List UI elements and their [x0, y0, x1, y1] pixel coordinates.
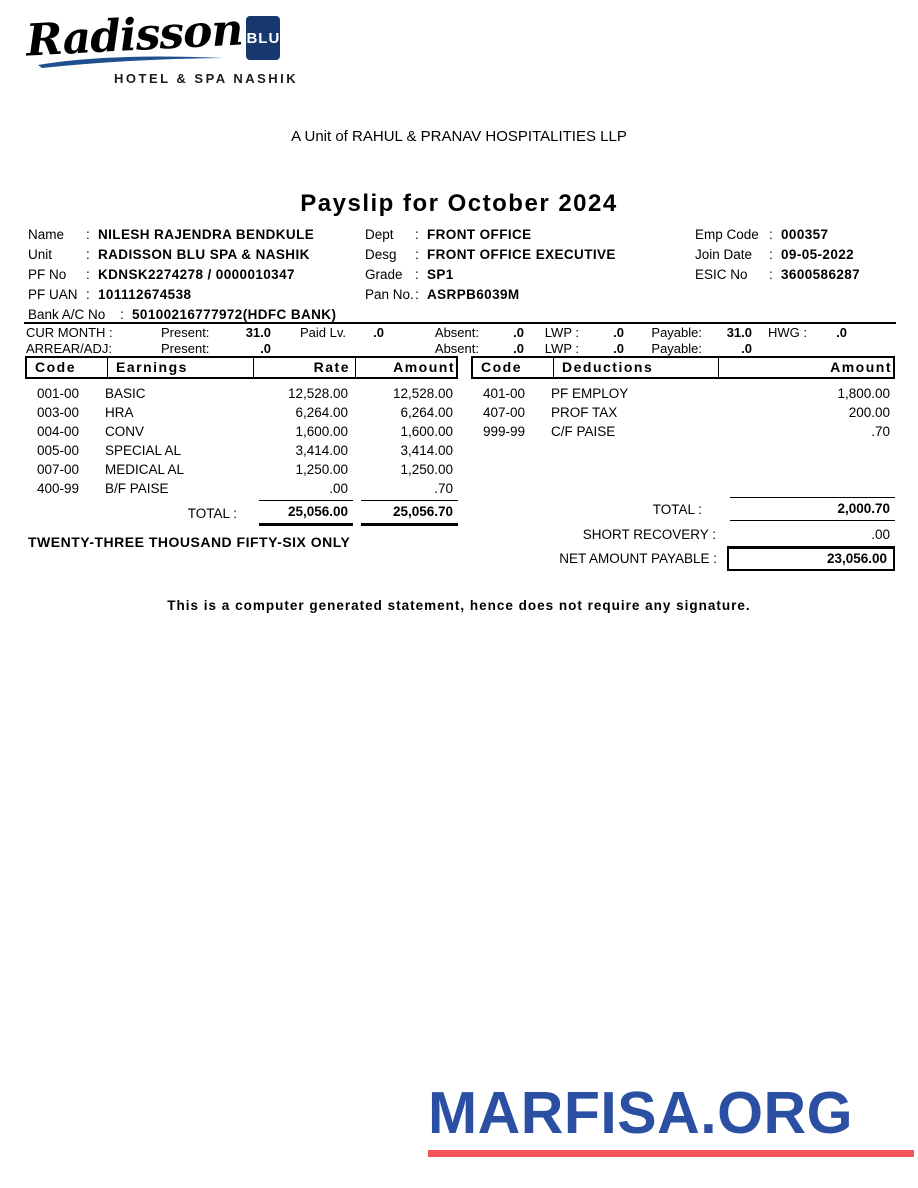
deductions-total-row	[471, 497, 895, 521]
watermark-text: MARFISA.ORG	[428, 1080, 854, 1146]
deductions-total-amount: 2,000.70	[730, 497, 895, 521]
attendance-summary	[26, 324, 894, 356]
info-column-right	[695, 224, 905, 284]
table-row: 003-00 HRA 6,264.00 6,264.00	[37, 405, 453, 420]
deductions-total-label: TOTAL :	[652, 501, 702, 517]
amount-in-words: TWENTY-THREE THOUSAND FIFTY-SIX ONLY	[28, 534, 351, 550]
info-row-emp-code: Emp Code : 000357	[695, 226, 829, 242]
earnings-body	[25, 379, 458, 498]
logo-tagline: HOTEL & SPA NASHIK	[114, 71, 299, 86]
info-row-join-date: Join Date : 09-05-2022	[695, 246, 855, 262]
short-recovery-label: SHORT RECOVERY :	[582, 527, 716, 542]
table-row: 400-99 B/F PAISE .00 .70	[37, 481, 453, 496]
deductions-header	[471, 356, 895, 379]
info-column-left	[28, 224, 368, 324]
deductions-header-amount: Amount	[718, 358, 897, 377]
earnings-header-code: Code	[35, 359, 76, 375]
company-line: A Unit of RAHUL & PRANAV HOSPITALITIES LLP	[291, 128, 627, 145]
table-row: 407-00 PROF TAX 200.00	[483, 405, 890, 420]
table-row: 401-00 PF EMPLOY 1,800.00	[483, 386, 890, 401]
earnings-total-row	[25, 500, 458, 526]
info-row-unit: Unit : RADISSON BLU SPA & NASHIK	[28, 246, 310, 262]
watermark-logo	[428, 1080, 914, 1157]
payslip-title: Payslip for October 2024	[300, 190, 618, 217]
deductions-header-code: Code	[481, 359, 522, 375]
blu-badge: BLU	[246, 16, 280, 60]
info-row-name: Name : NILESH RAJENDRA BENDKULE	[28, 226, 315, 242]
attendance-row-arrear: ARREAR/ADJ: Present: .0 Absent: .0 LWP : .0 Payable: .0	[26, 340, 752, 356]
watermark-underline	[428, 1150, 914, 1157]
table-row: 999-99 C/F PAISE .70	[483, 424, 890, 439]
earnings-header	[25, 356, 458, 379]
table-row: 004-00 CONV 1,600.00 1,600.00	[37, 424, 453, 439]
table-row: 001-00 BASIC 12,528.00 12,528.00	[37, 386, 453, 401]
table-row: 005-00 SPECIAL AL 3,414.00 3,414.00	[37, 443, 453, 458]
deductions-body	[471, 379, 895, 495]
table-row: 007-00 MEDICAL AL 1,250.00 1,250.00	[37, 462, 453, 477]
earnings-total-label: TOTAL :	[187, 505, 237, 521]
footer-note: This is a computer generated statement, hence does not require any signature.	[167, 598, 751, 613]
short-recovery-row	[471, 527, 895, 542]
info-row-esic-no: ESIC No : 3600586287	[695, 266, 861, 282]
earnings-header-amount: Amount	[355, 358, 460, 377]
info-row-dept: Dept : FRONT OFFICE	[365, 226, 532, 242]
info-row-pf-no: PF No : KDNSK2274278 / 0000010347	[28, 266, 295, 282]
short-recovery-value: .00	[871, 527, 890, 542]
info-row-grade: Grade : SP1	[365, 266, 454, 282]
earnings-total-rate: 25,056.00	[259, 500, 353, 526]
net-amount-row	[471, 546, 895, 571]
earnings-total-amount: 25,056.70	[361, 500, 458, 526]
net-amount-label: NET AMOUNT PAYABLE :	[559, 551, 717, 566]
earnings-header-name: Earnings	[107, 358, 253, 377]
info-row-pf-uan: PF UAN : 101112674538	[28, 286, 192, 302]
info-row-bank-account: Bank A/C No : 50100216777972(HDFC BANK)	[28, 306, 337, 322]
info-column-middle	[365, 224, 685, 304]
radisson-blu-logo	[24, 4, 299, 86]
earnings-header-rate: Rate	[253, 358, 355, 377]
brand-script-text: Radisson	[24, 4, 244, 67]
deductions-table	[471, 356, 895, 571]
attendance-row-cur-month: CUR MONTH : Present: 31.0 Paid Lv. .0 Absent: .0 LWP : .0 Payable: 31.0 HWG : .0	[26, 324, 847, 340]
info-row-pan: Pan No. : ASRPB6039M	[365, 286, 520, 302]
net-amount-value: 23,056.00	[727, 546, 895, 571]
info-row-desg: Desg : FRONT OFFICE EXECUTIVE	[365, 246, 616, 262]
deductions-header-name: Deductions	[553, 358, 718, 377]
